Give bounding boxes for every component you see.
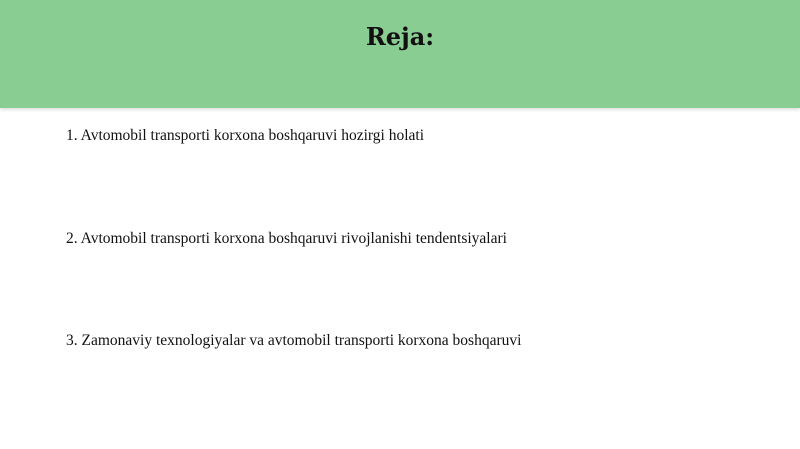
plan-item: 1. Avtomobil transporti korxona boshqaruvi hozirgi holati [66,127,425,144]
plan-item: 2. Avtomobil transporti korxona boshqaruvi rivojlanishi tendentsiyalari [66,230,507,247]
plan-item: 3. Zamonaviy texnologiyalar va avtomobil transporti korxona boshqaruvi [66,332,522,349]
slide-header-band [0,0,800,108]
slide-title: Reja: [365,22,435,51]
